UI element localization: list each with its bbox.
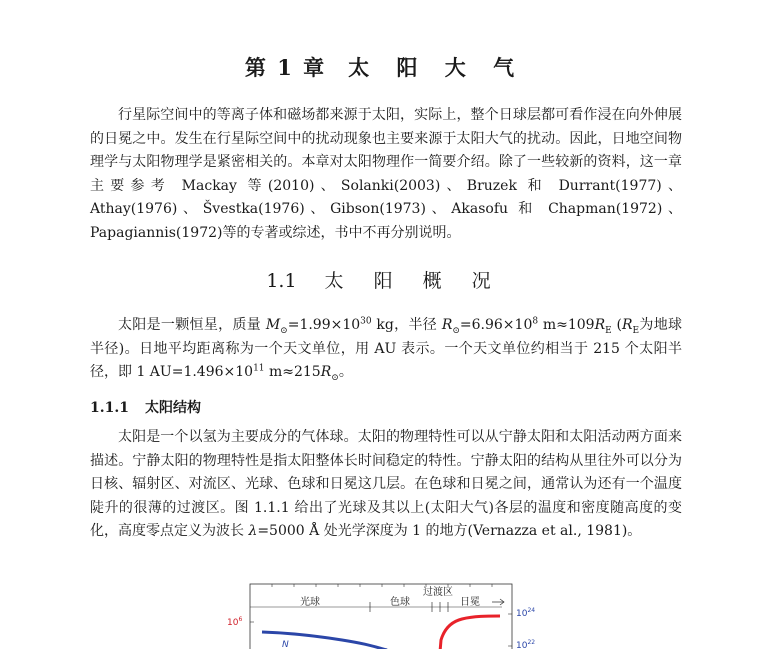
region-label-chromosphere: 色球 bbox=[390, 597, 410, 608]
region-label-transition: 过渡区 bbox=[423, 587, 453, 598]
region-label-corona: 日冕 bbox=[460, 597, 480, 608]
right-axis-tick-label-top: $10^{24}$ bbox=[516, 607, 536, 619]
sun-structure-paragraph: 太阳是一个以氢为主要成分的气体球。太阳的物理特性可以从宁静太阳和太阳活动两方面来描述。宁静太阳的物理特性是指太阳整体长时间稳定的特性。宁静太阳的结构从里往外可以分为日核、辐射区、对流区、光球、色球和日冕这几层。在色球和日冕之间，通常认为还有一个温度陡升的很薄的过渡区。图 1.1.1 给出了光球及其以上(太阳大气)各层的温度和密度随高度的变化，高度零点定义为波长 λ=5000 Å 处光学深度为 1 的地方(Vernazza et al., 1981)。 bbox=[90, 429, 682, 539]
subsection-title bbox=[90, 397, 201, 417]
section-title bbox=[0, 266, 769, 293]
top-ticks bbox=[272, 584, 492, 587]
temperature-curve bbox=[440, 616, 500, 649]
subsection-name: 太阳结构 bbox=[144, 400, 201, 416]
sun-overview-paragraph: 太阳是一颗恒星，质量 $M_⊙=1.99\times 10^{30}$ kg，半径 $R_⊙=6.96\times 10^8$ $m\approx 109R_E$ ($R_E$为地球半径)。日地平均距离称为一个天文单位，用 AU 表示。一个天文单位约相当于 215 个太阳半径，即 1 $AU=1.496\times 10^{11}$ $m\approx 215R_⊙$。 bbox=[90, 316, 682, 383]
right-axis-tick-label-bottom: $10^{22}$ bbox=[516, 639, 536, 649]
figure-plot bbox=[222, 578, 552, 649]
intro-paragraph: 行星际空间中的等离子体和磁场都来源于太阳，实际上，整个日球层都可看作浸在向外伸展的日冕之中。发生在行星际空间中的扰动现象也主要来源于太阳大气的扰动。因此，日地空间物理学与太阳物理学是紧密相关的。本章对太阳物理作一简要介绍。除了一些较新的资料，这一章主要参考 Mackay 等(2010)、Solanki(2003)、Bruzek 和 Durrant(1977)、Athay(1976)、Švestka(1976)、Gibson(1973)、Akasofu 和 Chapman(1972)、Papagiannis(1972)等的专著或综述，书中不再分别说明。 bbox=[90, 107, 682, 241]
figure-solar-atmosphere bbox=[222, 578, 552, 649]
density-curve-label: N bbox=[282, 640, 289, 649]
chapter-number: 第 1 章 bbox=[244, 55, 327, 80]
region-label-photosphere: 光球 bbox=[300, 597, 320, 608]
chapter-title bbox=[0, 52, 769, 82]
chapter-name: 太 阳 大 气 bbox=[348, 55, 525, 80]
density-curve bbox=[262, 632, 387, 649]
left-axis-tick-label: $10^6$ bbox=[227, 616, 243, 628]
subsection-number: 1.1.1 bbox=[90, 400, 129, 416]
section-number: 1.1 bbox=[266, 270, 297, 292]
arrow-icon bbox=[492, 599, 504, 605]
section-name: 太 阳 概 况 bbox=[324, 270, 503, 292]
